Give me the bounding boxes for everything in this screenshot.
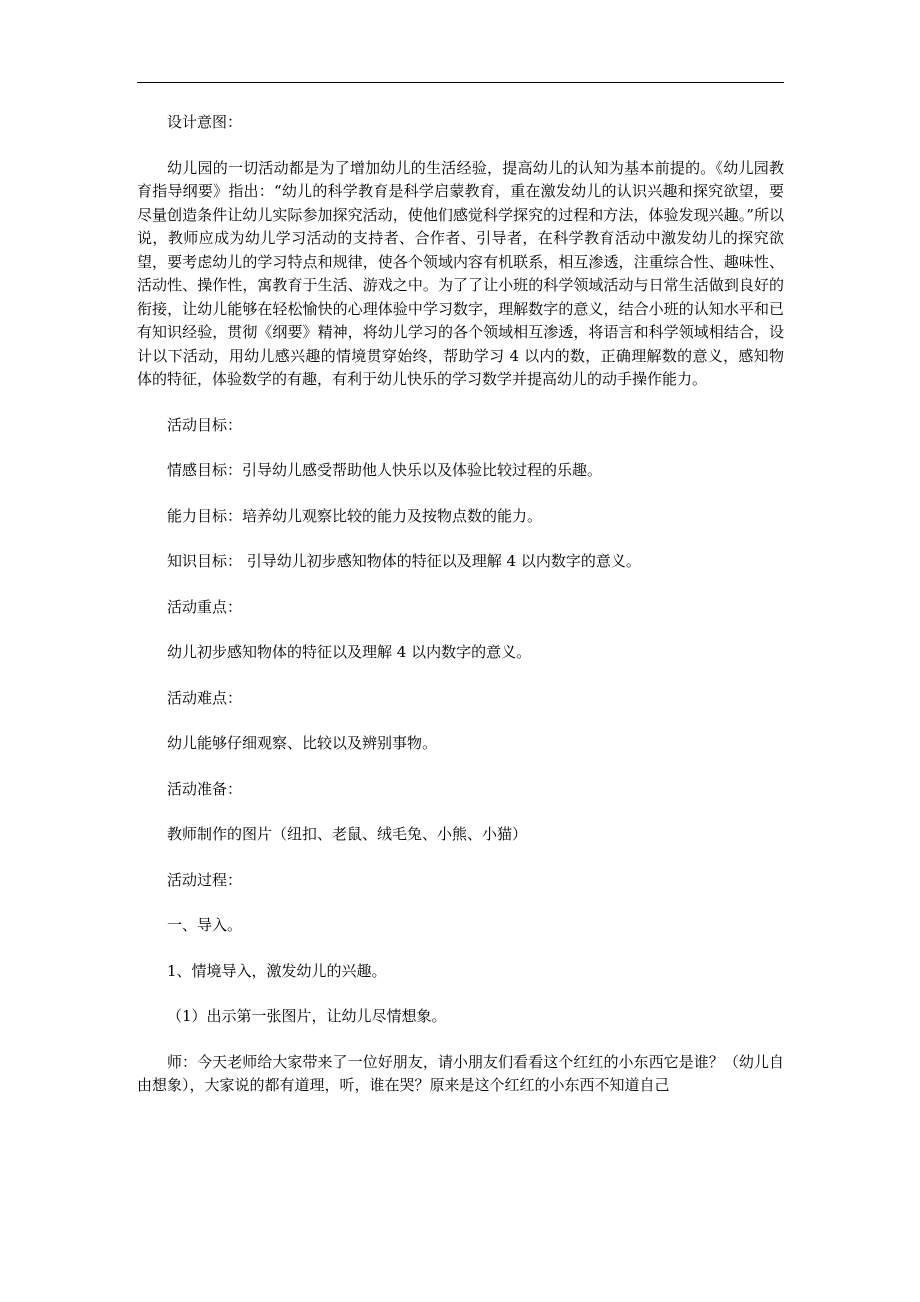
design-intent-paragraph: 幼儿园的一切活动都是为了增加幼儿的生活经验，提高幼儿的认知为基本前提的。《幼儿园教育指导纲要》指出：“幼儿的科学教育是科学启蒙教育，重在激发幼儿的认识兴趣和探究欲望，要尽量创造条件让幼儿实际参加探究活动，使他们感觉科学探究的过程和方法，体验发现兴趣。”所以说，教师应成为幼儿学习活动的支持者、合作者、引导者，在科学教育活动中激发幼儿的探究欲望，要考虑幼儿的学习特点和规律，使各个领域内容有机联系，相互渗透，注重综合性、趣味性、活动性、操作性，寓教育于生活、游戏之中。为了了让小班的科学领域活动与日常生活做到良好的衔接，让幼儿能够在轻松愉快的心理体验中学习数字，理解数字的意义，结合小班的认知水平和已有知识经验，贯彻《纲要》精神，将幼儿学习的各个领域相互渗透，将语言和科学领域相结合，设计以下活动，用幼儿感兴趣的情境贯穿始终，帮助学习 4 以内的数，正确理解数的意义，感知物体的特征，体验数学的有趣，有利于幼儿快乐的学习数学并提高幼儿的动手操作能力。 — [137, 158, 784, 388]
heading-design-intent: 设计意图： — [167, 113, 243, 131]
goal-emotional: 情感目标：引导幼儿感受帮助他人快乐以及体验比较过程的乐趣。 — [167, 461, 603, 479]
header-rule — [137, 82, 784, 83]
document-body — [137, 111, 784, 1098]
heading-activity-goals: 活动目标： — [167, 415, 243, 434]
process-substep-1: （1）出示第一张图片，让幼儿尽情想象。 — [167, 1007, 447, 1025]
process-step-1: 1、情境导入，激发幼儿的兴趣。 — [167, 961, 387, 980]
goal-ability: 能力目标：培养幼儿观察比较的能力及按物点数的能力。 — [167, 506, 543, 525]
heading-preparation: 活动准备： — [167, 779, 243, 798]
heading-difficulties: 活动难点： — [167, 688, 243, 707]
process-section-1: 一、导入。 — [167, 916, 243, 934]
difficulties-text: 幼儿能够仔细观察、比较以及辨别事物。 — [167, 734, 438, 752]
preparation-text: 教师制作的图片（纽扣、老鼠、绒毛兔、小熊、小猫） — [167, 825, 528, 843]
goal-knowledge: 知识目标： 引导幼儿初步感知物体的特征以及理解 4 以内数字的意义。 — [167, 552, 641, 570]
teacher-dialogue: 师：今天老师给大家带来了一位好朋友，请小朋友们看看这个红红的小东西它是谁？（幼儿自由想象），大家说的都有道理，听，谁在哭？原来是这个红红的小东西不知道自己 — [137, 1052, 784, 1094]
key-points-text: 幼儿初步感知物体的特征以及理解 4 以内数字的意义。 — [167, 643, 532, 661]
heading-process: 活动过程： — [167, 870, 243, 889]
heading-key-points: 活动重点： — [167, 597, 243, 616]
